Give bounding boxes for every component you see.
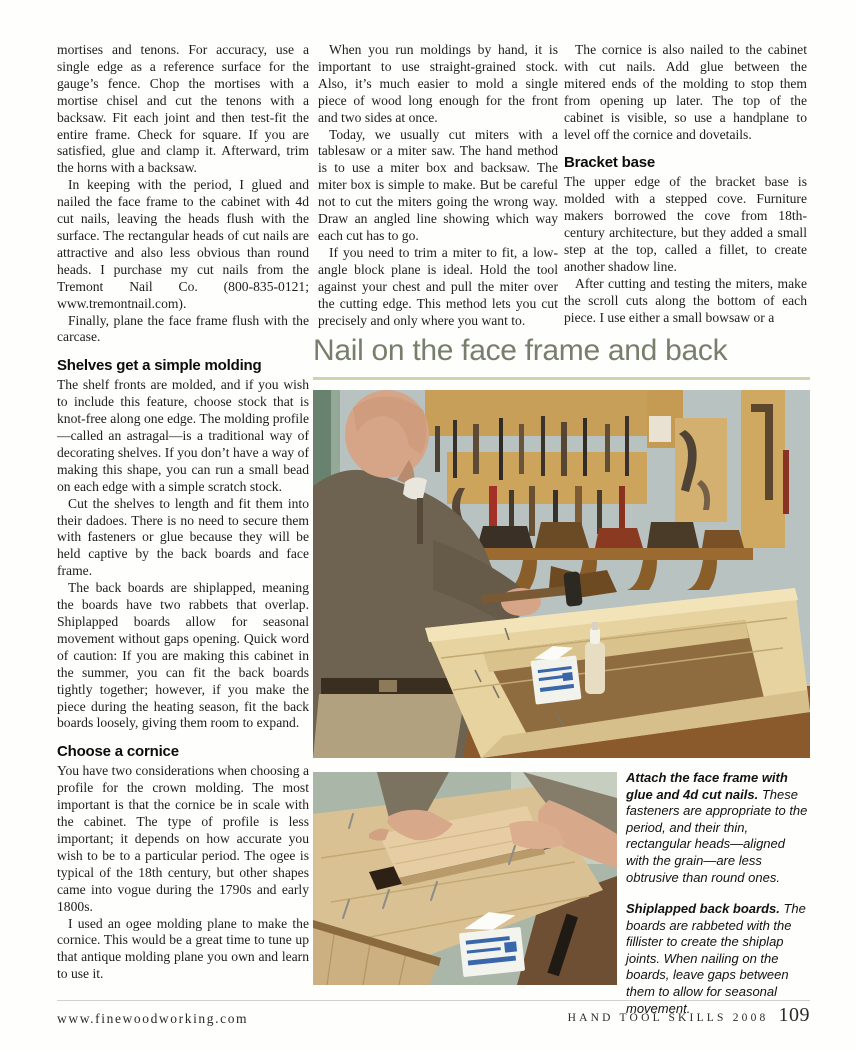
section-heading-cornice: Choose a cornice xyxy=(57,743,179,761)
text-column-2 xyxy=(318,42,558,329)
caption-body: The boards are rabbeted with the fillister to create the shiplap joints. When nailing on the boards, leave gaps between them to allow for seasonal movement. xyxy=(626,901,806,1016)
belt-buckle xyxy=(379,680,397,692)
footer-folio xyxy=(568,1004,810,1027)
body-paragraph: After cutting and testing the miters, make the scroll cuts along the bottom of each piece. I use either a small bowsaw or a xyxy=(564,275,807,325)
shiplap-boards-photo xyxy=(313,772,617,985)
text-column-3 xyxy=(564,42,807,327)
body-paragraph: The cornice is also nailed to the cabinet with cut nails. Add glue between the mitered ends of the molding to stop them from opening up later. The top of the cabinet is visible, so use a handplane to level off the cornice and dovetails. xyxy=(564,42,807,142)
hand-plane xyxy=(595,528,643,548)
face-frame-nailing-photo xyxy=(313,390,810,758)
hand-plane xyxy=(647,522,699,548)
body-paragraph: If you need to trim a miter to fit, a low-angle block plane is ideal. Hold the tool against your chest and pull the miter over the cutting edge. This method lets you cut precisely and only where you want to. xyxy=(318,244,558,328)
body-paragraph: When you run moldings by hand, it is important to use straight-grained stock. Also, it’s much easier to mold a single piece of wood long enough for the front and two sides at once. xyxy=(318,42,558,125)
wall-photo-frame xyxy=(649,416,671,442)
body-paragraph: Finally, plane the face frame flush with the carcase. xyxy=(57,312,309,345)
feature-headline: Nail on the face frame and back xyxy=(313,334,810,380)
body-paragraph: Cut the shelves to length and fit them into their dadoes. There is no need to secure them with fasteners or glue because they will be held captive by the back boards and face frame. xyxy=(57,495,309,579)
body-paragraph: The shelf fronts are molded, and if you wish to include this feature, choose stock that is knot-free along one edge. The molding profile—called an astragal—is a traditional way of decorating shelves. If you don’t have a way of making this shape, you can run a small bead on each edge with a simple scratch stock. xyxy=(57,377,309,494)
caption-body: These fasteners are appropriate to the period, and their thin, rectangular heads—aligned with the grain—are less obtrusive than round ones. xyxy=(626,786,808,885)
footer-rule xyxy=(57,1000,810,1001)
section-heading-shelves: Shelves get a simple molding xyxy=(57,357,262,375)
footer-website: www.finewoodworking.com xyxy=(57,1011,249,1026)
body-paragraph: The upper edge of the bracket base is molded with a stepped cove. Furniture makers borrowed the cove from 18th-century architecture, but they added a small step at the top, called a fillet, to create another shadow line. xyxy=(564,174,807,274)
hand-plane xyxy=(477,526,533,548)
text-column-1 xyxy=(57,42,309,983)
body-paragraph: mortises and tenons. For accuracy, use a single edge as a reference surface for the gauge’s fence. Chop the mortises with a mortise chisel and cut the tenons with a backsaw. Fit each joint and then test-fit the entire frame. Check for square. If you are satisfied, glue and clamp it. Afterward, trim the horns with a backsaw. xyxy=(57,42,309,176)
photo-caption-face-frame xyxy=(626,770,810,886)
page-number: 109 xyxy=(778,1004,810,1026)
body-paragraph: Today, we usually cut miters with a tablesaw or a miter saw. The hand method is to use a miter box and backsaw. The miter box is simple to make. But be careful not to cut the miters going the wrong way. Draw an angled line showing which way each cut has to go. xyxy=(318,126,558,243)
body-paragraph: You have two considerations when choosing a profile for the crown molding. The most important is that the cornice be in scale with the cabinet. The type of profile is less important; it depends on how accurate you wish to be to a particular period. The ogee is typical of the 18th century, but other shapes came into vogue during the 1790s and early 1800s. xyxy=(57,763,309,914)
shiplap-scene xyxy=(313,772,617,985)
hand-plane xyxy=(535,522,589,548)
khaki-pants xyxy=(313,694,465,758)
body-paragraph: I used an ogee molding plane to make the cornice. This would be a great time to tune up that antique molding plane you own and learn to use it. xyxy=(57,915,309,982)
body-paragraph: The back boards are shiplapped, meaning the boards have two rabbets that overlap. Shiplapped boards allow for seasonal movement without gaps opening. Quick word of caution: If you are making this cabinet in the summer, you can fit the back boards tightly together; however, if you make the piece during the heating season, fit the back boards loosely, giving them room to expand. xyxy=(57,580,309,731)
caption-lead: Attach the face frame with glue and 4d cut nails. xyxy=(626,770,788,802)
publication-title: HAND TOOL SKILLS 2008 xyxy=(567,1012,769,1024)
body-paragraph: In keeping with the period, I glued and nailed the face frame to the cabinet with 4d cut nails, leaving the heads flush with the surface. The rectangular heads of cut nails are attractive and also less obvious than round heads. I purchase my cut nails from the Tremont Nail Co. (800-835-0121; www.tremontnail.com). xyxy=(57,177,309,311)
caption-lead: Shiplapped back boards. xyxy=(626,901,780,916)
hand-plane xyxy=(702,530,744,548)
button-placket xyxy=(417,498,423,544)
section-heading-bracket-base: Bracket base xyxy=(564,154,655,172)
workshop-scene xyxy=(313,390,810,758)
